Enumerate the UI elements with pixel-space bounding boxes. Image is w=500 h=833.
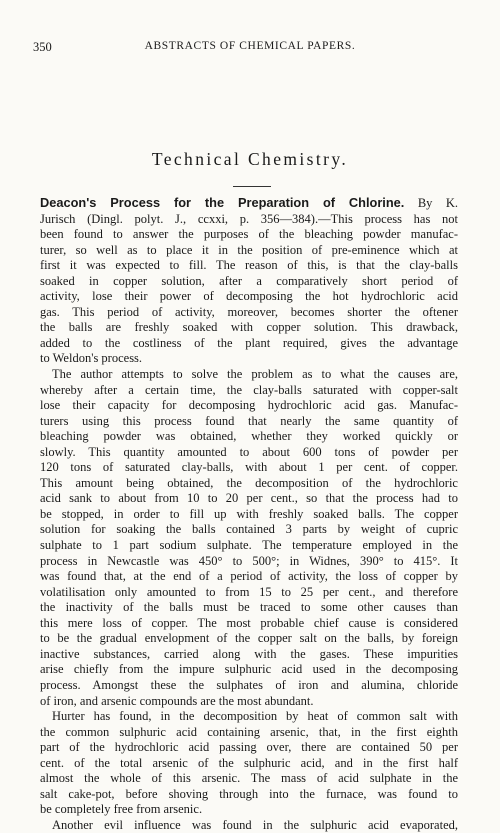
section-divider [233, 186, 271, 187]
text-line: salt cake-pot, before shoving through into the furnace, was found to [40, 786, 458, 801]
text-line: soaked in copper solution, after a comparatively short period of [40, 273, 458, 288]
text-line: lose their capacity for decomposing hydrochloric acid gas. Manufac- [40, 398, 458, 413]
text-line: acid sank to about from 10 to 20 per cent., so that the process had to [40, 491, 458, 506]
text-line: 120 tons of saturated clay-balls, with about 1 per cent. of copper. [40, 460, 458, 475]
text-line: volatilisation only amounted to from 15 to 25 per cent., and therefore [40, 584, 458, 599]
text-line: added to the costliness of the plant required, gives the advantage [40, 335, 458, 350]
running-head: ABSTRACTS OF CHEMICAL PAPERS. [144, 40, 356, 52]
text-line: sulphate to 1 part sodium sulphate. The temperature employed in the [40, 538, 458, 553]
text-line: of iron, and arsenic compounds are the most abundant. [40, 693, 314, 708]
page-number: 350 [33, 40, 52, 54]
text-line: turers using this process found that nearly the same quantity of [40, 413, 458, 428]
text-line: the balls are freshly soaked with copper solution. This drawback, [40, 320, 458, 335]
text-line: been found to answer the purposes of the bleaching powder manufac- [40, 227, 458, 242]
text-line: Hurter has found, in the decomposition by heat of common salt with [52, 709, 458, 724]
text-line: process in Newcastle was 450° to 500°; in Widnes, 390° to 415°. It [40, 553, 458, 568]
text-line: Another evil influence was found in the sulphuric acid evaporated, [52, 817, 458, 832]
article-title: Deacon's Process for the Preparation of Chlorine. [40, 195, 405, 210]
text-line: turer, so well as to place it in the position of pre-eminence which at [40, 242, 458, 257]
paragraph-3 [40, 709, 458, 818]
text-line: The author attempts to solve the problem as to what the causes are, [52, 367, 458, 382]
text-line: the inactivity of the balls must be traced to some other causes than [40, 600, 458, 615]
text-line: This amount being obtained, the decomposition of the hydrochloric [40, 475, 458, 490]
text-line: solution for soaking the balls contained 3 parts by weight of cupric [40, 522, 458, 537]
text-line: whereby after a certain time, the clay-balls saturated with copper-salt [40, 382, 458, 397]
page-header [33, 40, 467, 56]
text-line: bleaching powder was obtained, whether they worked quickly or [40, 429, 458, 444]
paragraph-1 [40, 195, 458, 367]
text-line: Jurisch (Dingl. polyt. J., ccxxi, p. 356—384).—This process has not [40, 211, 458, 226]
text-line: this mere loss of copper. The most probable chief cause is considered [40, 615, 458, 630]
paragraph-4 [40, 818, 458, 833]
article-body [40, 195, 458, 833]
text-line: be completely free from arsenic. [40, 802, 203, 817]
text-line: first it was expected to fill. The reason of this, is that the clay-balls [40, 258, 458, 273]
article-author-by: By K. [417, 196, 458, 210]
text-line: the common sulphuric acid containing arsenic, that, in the first eighth [40, 724, 458, 739]
text-line: activity, lose their power of decomposing the hot hydrochloric acid [40, 289, 458, 304]
text-line: was found that, at the end of a period of activity, the loss of copper by [40, 569, 458, 584]
text-line: part of the hydrochloric acid passing over, there are contained 50 per [40, 740, 458, 755]
paragraph-2 [40, 367, 458, 709]
text-line [40, 195, 458, 212]
text-line: be stopped, in order to fill up with freshly soaked balls. The copper [40, 506, 458, 521]
text-line: to Weldon's process. [40, 351, 143, 366]
section-title: Technical Chemistry. [151, 149, 349, 169]
text-line: process. Amongst these the sulphates of iron and alumina, chloride [40, 677, 458, 692]
text-line: inactive substances, carried along with the gases. These impurities [40, 646, 458, 661]
text-line: to be the gradual envelopment of the copper salt on the balls, by foreign [40, 631, 458, 646]
text-line: slowly. This quantity amounted to about 600 tons of powder per [40, 444, 458, 459]
text-line: gas. This period of activity, moreover, becomes shorter the oftener [40, 304, 458, 319]
text-line: arise chiefly from the impure sulphuric acid used in the decomposing [40, 662, 458, 677]
text-line: cent. of the total arsenic of the sulphuric acid, and in the first half [40, 755, 458, 770]
text-line: almost the whole of this arsenic. The mass of acid sulphate in the [40, 771, 458, 786]
